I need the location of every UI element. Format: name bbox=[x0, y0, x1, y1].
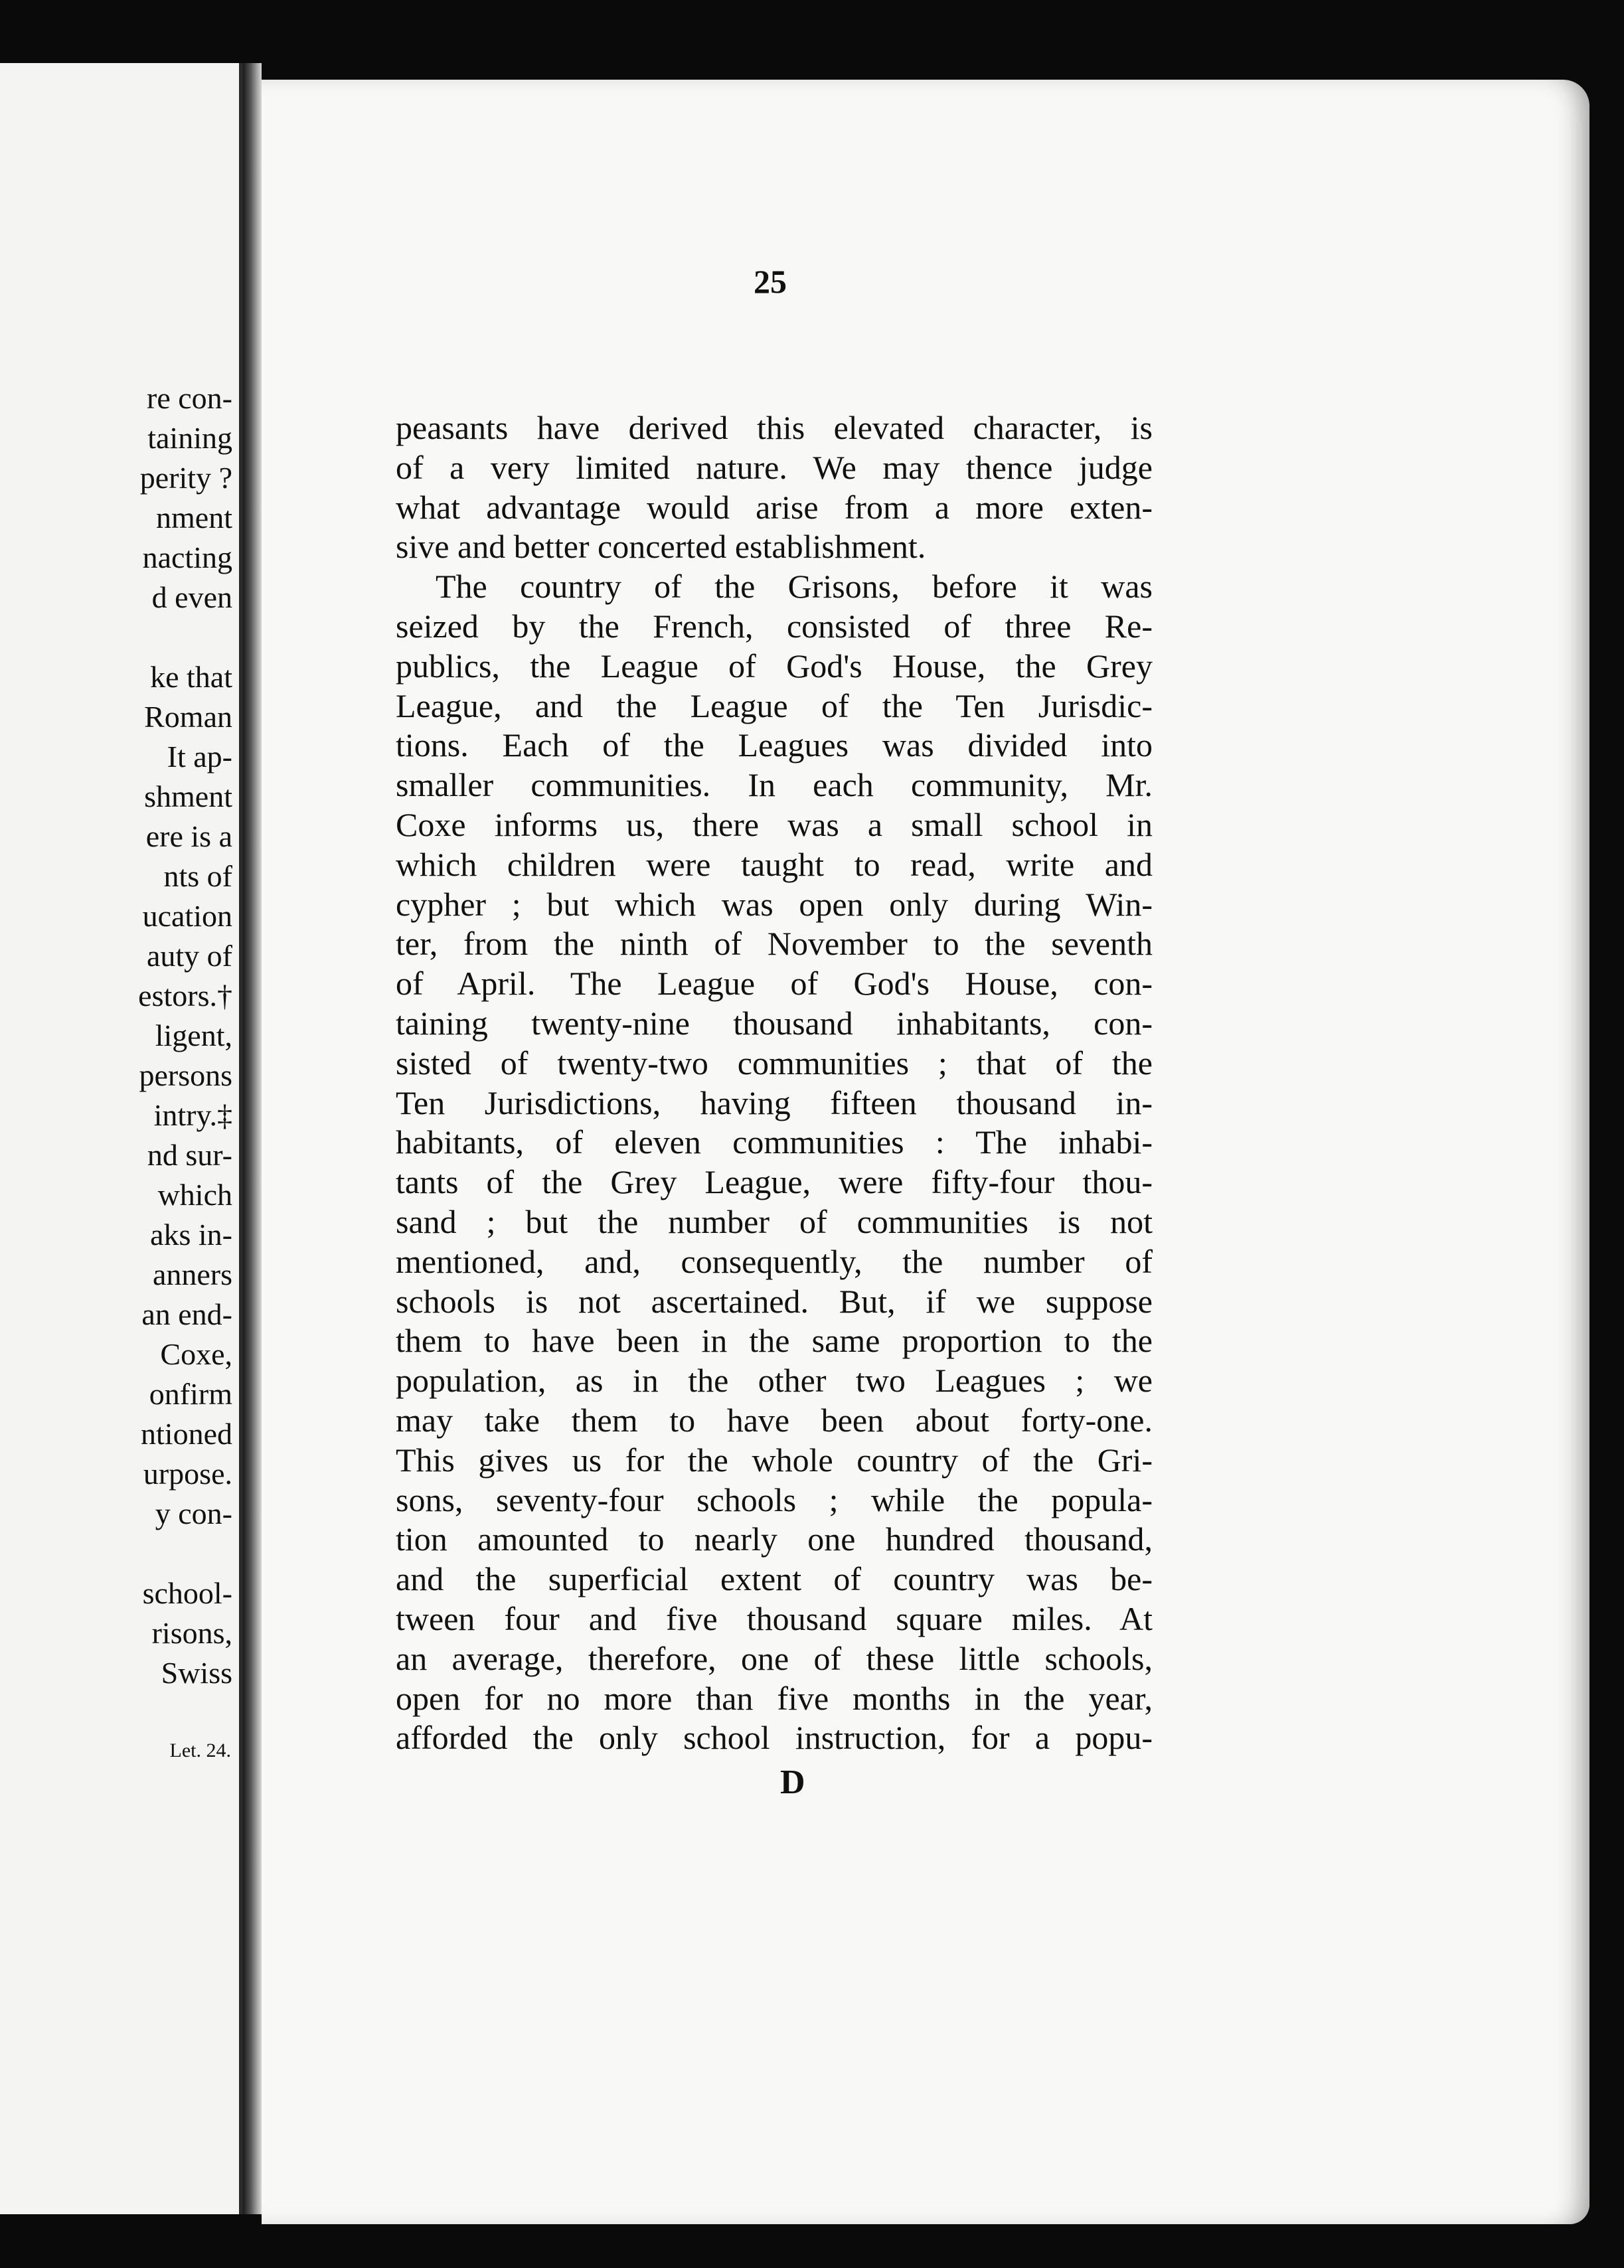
text-line: peasants have derived this elevated character, is bbox=[396, 409, 1153, 446]
text-line: them to have been in the same proportion to the bbox=[396, 1322, 1153, 1360]
text-line: The country of the Grisons, before it was bbox=[436, 568, 1153, 606]
left-page-line: ligent, bbox=[155, 1018, 232, 1052]
left-page-line: onfirm bbox=[149, 1377, 232, 1411]
left-page-line: anners bbox=[152, 1257, 232, 1291]
left-page-line: nts of bbox=[163, 859, 232, 893]
left-page-footnote: Let. 24. bbox=[169, 1740, 231, 1761]
text-line: of a very limited nature. We may thence judge bbox=[396, 448, 1153, 486]
left-page-line: d even bbox=[151, 580, 232, 614]
text-line: sons, seventy-four schools ; while the popula- bbox=[396, 1481, 1153, 1518]
text-line: population, as in the other two Leagues ; we bbox=[396, 1362, 1153, 1400]
text-line: tions. Each of the Leagues was divided into bbox=[396, 726, 1153, 764]
text-line: cypher ; but which was open only during Win- bbox=[396, 885, 1153, 923]
left-page-line: intry.‡ bbox=[153, 1098, 232, 1132]
text-line: publics, the League of God's House, the Grey bbox=[396, 647, 1153, 685]
text-line: sisted of twenty-two communities ; that of the bbox=[396, 1044, 1153, 1082]
body-text bbox=[396, 408, 1153, 1758]
previous-page bbox=[0, 63, 243, 2214]
text-line: Ten Jurisdictions, having fifteen thousand in- bbox=[396, 1084, 1153, 1121]
left-page-line: persons bbox=[139, 1058, 232, 1092]
text-line: smaller communities. In each community, Mr. bbox=[396, 766, 1153, 804]
left-page-line: auty of bbox=[146, 939, 232, 973]
text-line: what advantage would arise from a more exten- bbox=[396, 488, 1153, 526]
left-page-line: aks in- bbox=[150, 1218, 232, 1252]
text-line: ter, from the ninth of November to the seventh bbox=[396, 925, 1153, 963]
left-page-line: y con- bbox=[155, 1497, 232, 1530]
left-page-line: Swiss bbox=[161, 1656, 232, 1690]
left-page-line: nacting bbox=[142, 540, 232, 574]
left-page-line: ntioned bbox=[141, 1417, 232, 1451]
left-page-line: school- bbox=[142, 1576, 232, 1610]
left-page-line: which bbox=[157, 1178, 232, 1212]
left-page-line: an end- bbox=[141, 1297, 232, 1331]
left-page-line: Coxe, bbox=[160, 1337, 232, 1371]
left-page-line: It ap- bbox=[167, 740, 232, 773]
text-line: afforded the only school instruction, for a popu- bbox=[396, 1719, 1153, 1757]
text-line: may take them to have been about forty-one. bbox=[396, 1401, 1153, 1439]
text-line: sand ; but the number of communities is not bbox=[396, 1202, 1153, 1240]
left-page-line: estors.† bbox=[138, 979, 232, 1012]
left-page-line: nd sur- bbox=[147, 1138, 232, 1172]
left-page-line: Roman bbox=[144, 700, 232, 734]
text-line: tants of the Grey League, were fifty-four thou- bbox=[396, 1163, 1153, 1201]
text-line: seized by the French, consisted of three Re- bbox=[396, 607, 1153, 645]
left-page-line: perity ? bbox=[139, 461, 232, 495]
text-line: This gives us for the whole country of the Gri- bbox=[396, 1441, 1153, 1479]
left-page-line: shment bbox=[144, 779, 232, 813]
text-line: of April. The League of God's House, con- bbox=[396, 965, 1153, 1003]
left-page-line: nment bbox=[156, 501, 232, 534]
left-page-line: risons, bbox=[151, 1616, 232, 1650]
text-line: sive and better concerted establishment. bbox=[396, 528, 926, 566]
left-page-line: taining bbox=[147, 421, 232, 455]
book-gutter bbox=[243, 63, 262, 2214]
left-page-line: ke that bbox=[150, 660, 232, 694]
left-page-line: urpose. bbox=[143, 1457, 232, 1491]
text-line: Coxe informs us, there was a small school in bbox=[396, 805, 1153, 843]
text-line: an average, therefore, one of these little schools, bbox=[396, 1639, 1153, 1677]
text-line: open for no more than five months in the year, bbox=[396, 1679, 1153, 1717]
text-line: habitants, of eleven communities : The inhabi- bbox=[396, 1123, 1153, 1161]
text-line: tween four and five thousand square miles. At bbox=[396, 1599, 1153, 1637]
left-page-line: ere is a bbox=[145, 819, 232, 853]
text-line: tion amounted to nearly one hundred thousand, bbox=[396, 1520, 1153, 1558]
text-line: schools is not ascertained. But, if we suppose bbox=[396, 1282, 1153, 1320]
text-line: League, and the League of the Ten Jurisdic- bbox=[396, 687, 1153, 724]
text-line: mentioned, and, consequently, the number of bbox=[396, 1242, 1153, 1280]
catchword: D bbox=[780, 1763, 805, 1801]
text-line: which children were taught to read, write and bbox=[396, 845, 1153, 883]
text-line: taining twenty-nine thousand inhabitants, con- bbox=[396, 1004, 1153, 1042]
left-page-line: ucation bbox=[142, 899, 232, 933]
page-number: 25 bbox=[754, 263, 787, 300]
left-page-line: re con- bbox=[147, 381, 232, 415]
text-line: and the superficial extent of country was be- bbox=[396, 1560, 1153, 1598]
